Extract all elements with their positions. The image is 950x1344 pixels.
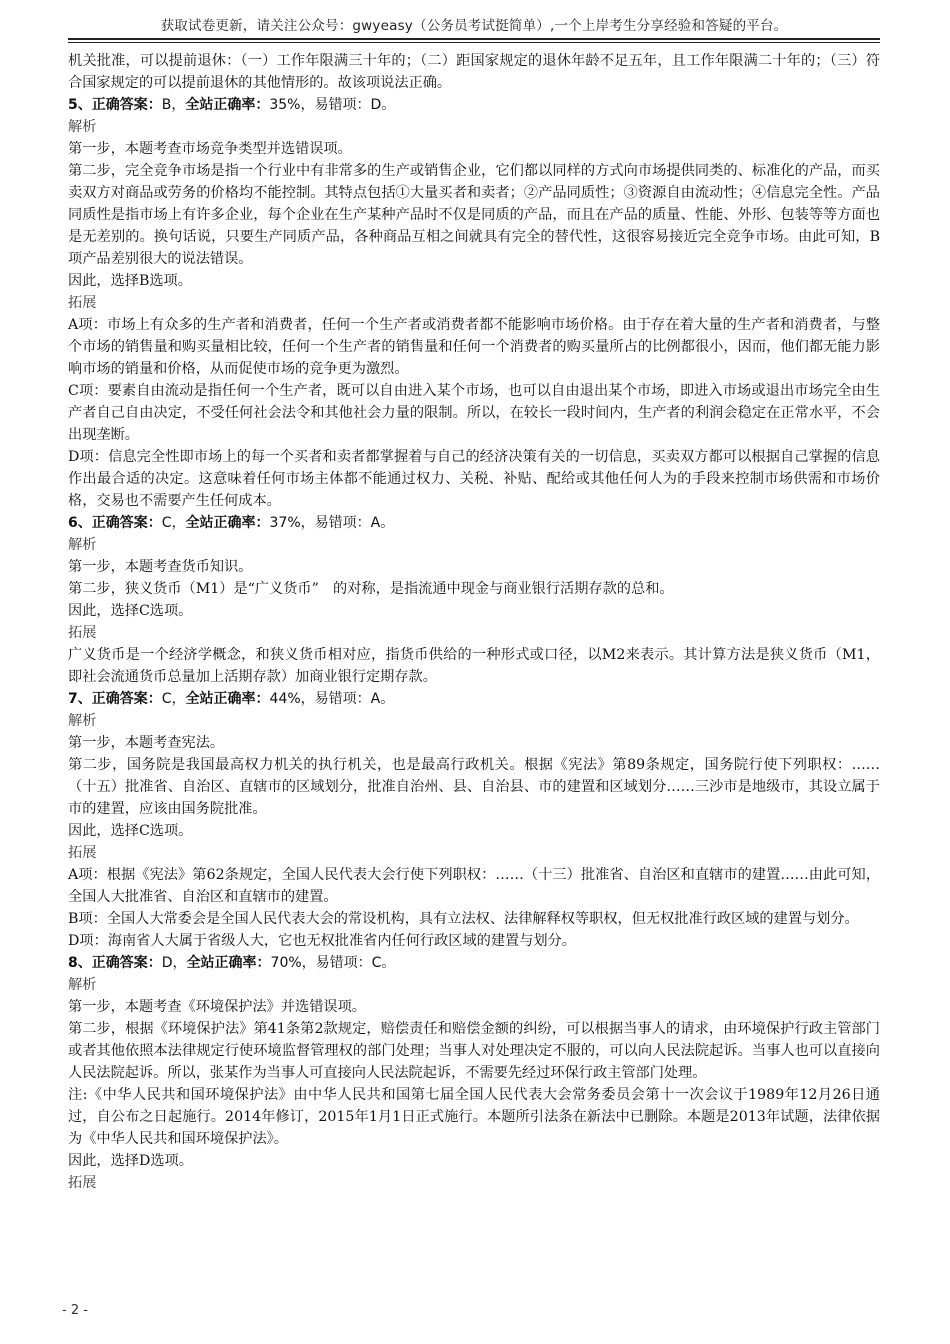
answer-line: [68, 952, 880, 974]
page-number: - 2 -: [62, 1303, 88, 1318]
analysis-label: 解析: [68, 537, 97, 553]
rate-label: 全站正确率：: [185, 691, 270, 707]
extension-paragraph: D项：海南省人大属于省级人大，它也无权批准省内任何行政区域的建置与划分。: [68, 933, 576, 949]
answer-label: 、正确答案：: [77, 955, 162, 971]
header-rule-thin: [68, 42, 880, 43]
extension-paragraph: A项：市场上有众多的生产者和消费者，任何一个生产者或消费者都不能影响市场价格。由于存在着大量的生产者和消费者，与整个市场的销售量和购买量相比较，任何一个生产者的销售量和任何一个消费者的购买量所占的比例都很小，因而，他们都无能力影响市场的销量和价格，从而促使市场的竞争更为激烈。: [68, 317, 880, 377]
answer-label: 、正确答案：: [77, 97, 162, 113]
analysis-paragraph: 第一步，本题考查《环境保护法》并选错误项。: [68, 999, 366, 1015]
question-list: [68, 94, 880, 1194]
question-block: [68, 94, 880, 512]
analysis-label: 解析: [68, 977, 97, 993]
analysis-paragraph: 因此，选择C选项。: [68, 823, 193, 839]
analysis-paragraph: 第一步，本题考查宪法。: [68, 735, 225, 751]
answer-line: [68, 688, 880, 710]
analysis-paragraph: 第二步，根据《环境保护法》第41条第2款规定，赔偿责任和赔偿金额的纠纷，可以根据当事人的请求，由环境保护行政主管部门或者其他依照本法律规定行使环境监督管理权的部门处理；当事人对处理决定不服的，可以向人民法院起诉。当事人也可以直接向人民法院起诉。所以，张某作为当事人可直接向人民法院起诉，不需要先经过环保行政主管部门处理。: [68, 1021, 880, 1081]
question-number: 6: [68, 515, 78, 531]
rate-value: 37%，易错项：A。: [269, 515, 395, 531]
analysis-paragraph: 注:《中华人民共和国环境保护法》由中华人民共和国第七届全国人民代表大会常务委员会第十一次会议于1989年12月26日通过，自公布之日起施行。2014年修订，2015年1月1日正式施行。本题所引法条在新法中已删除。本题是2013年试题，法律依据为《中华人民共和国环境保护法》。: [68, 1087, 880, 1147]
extension-paragraph: B项：全国人大常委会是全国人民代表大会的常设机构，具有立法权、法律解释权等职权，但无权批准行政区域的建置与划分。: [68, 911, 859, 927]
extension-paragraph: 广义货币是一个经济学概念，和狭义货币相对应，指货币供给的一种形式或口径，以M2来表示。其计算方法是狭义货币（M1，即社会流通货币总量加上活期存款）加商业银行定期存款。: [68, 647, 880, 685]
question-block: [68, 688, 880, 952]
header-rule-thick: [68, 38, 880, 40]
extension-paragraph: A项：根据《宪法》第62条规定，全国人民代表大会行使下列职权：……（十三）批准省、自治区和直辖市的建置……由此可知，全国人大批准省、自治区和直辖市的建置。: [68, 867, 880, 905]
extension-label: 拓展: [68, 845, 97, 861]
question-block: [68, 512, 880, 688]
analysis-paragraph: 因此，选择D选项。: [68, 1153, 193, 1169]
analysis-label: 解析: [68, 713, 97, 729]
analysis-label: 解析: [68, 119, 97, 135]
answer-label: 、正确答案：: [77, 515, 162, 531]
rate-value: 44%，易错项：A。: [269, 691, 395, 707]
rate-label: 全站正确率：: [185, 515, 270, 531]
analysis-paragraph: 第一步，本题考查货币知识。: [68, 559, 253, 575]
question-number: 5: [68, 97, 78, 113]
extension-paragraph: C项：要素自由流动是指任何一个生产者，既可以自由进入某个市场，也可以自由退出某个市场，即进入市场或退出市场完全由生产者自己自由决定，不受任何社会法令和其他社会力量的限制。所以，在较长一段时间内，生产者的利润会稳定在正常水平，不会出现垄断。: [68, 383, 880, 443]
answer-value: B，: [161, 97, 186, 113]
analysis-paragraph: 因此，选择C选项。: [68, 603, 193, 619]
extension-paragraph: D项：信息完全性即市场上的每一个买者和卖者都掌握着与自己的经济决策有关的一切信息，买卖双方都可以根据自己掌握的信息作出最合适的决定。这意味着任何市场主体都不能通过权力、关税、补贴、配给或其他任何人为的手段来控制市场供需和市场价格，交易也不需要产生任何成本。: [68, 449, 880, 509]
analysis-paragraph: 第一步，本题考查市场竞争类型并选错误项。: [68, 141, 352, 157]
question-number: 7: [68, 691, 78, 707]
rate-label: 全站正确率：: [186, 955, 271, 971]
answer-value: C，: [161, 515, 186, 531]
rate-label: 全站正确率：: [185, 97, 270, 113]
extension-label: 拓展: [68, 1175, 97, 1191]
analysis-paragraph: 第二步，狭义货币（M1）是“广义货币” 的对称，是指流通中现金与商业银行活期存款的总和。: [68, 581, 674, 597]
document-body: [68, 50, 880, 1194]
question-number: 8: [68, 955, 78, 971]
page-header: 获取试卷更新，请关注公众号：gwyeasy（公务员考试挺简单）,一个上岸考生分享经验和答疑的平台。: [160, 18, 788, 34]
rate-value: 70%，易错项：C。: [270, 955, 396, 971]
analysis-paragraph: 第二步，国务院是我国最高权力机关的执行机关，也是最高行政机关。根据《宪法》第89条规定，国务院行使下列职权：……（十五）批准省、自治区、直辖市的区域划分，批准自治州、县、自治县、市的建置和区域划分……三沙市是地级市，其设立属于市的建置，应该由国务院批准。: [68, 757, 880, 817]
extension-label: 拓展: [68, 295, 97, 311]
answer-line: [68, 94, 880, 116]
rate-value: 35%，易错项：D。: [269, 97, 396, 113]
extension-label: 拓展: [68, 625, 97, 641]
answer-value: D，: [161, 955, 187, 971]
answer-line: [68, 512, 880, 534]
answer-label: 、正确答案：: [77, 691, 162, 707]
analysis-paragraph: 第二步，完全竞争市场是指一个行业中有非常多的生产或销售企业，它们都以同样的方式向市场提供同类的、标准化的产品，而买卖双方对商品或劳务的价格均不能控制。其特点包括①大量买者和卖者；②产品同质性；③资源自由流动性；④信息完全性。产品同质性是指市场上有许多企业，每个企业在生产某种产品时不仅是同质的产品，而且在产品的质量、性能、外形、包装等等方面也是无差别的。换句话说，只要生产同质产品，各种商品互相之间就具有完全的替代性，这很容易接近完全竞争市场。由此可知，B项产品差别很大的说法错误。: [68, 163, 880, 267]
answer-value: C，: [161, 691, 186, 707]
intro-paragraph: 机关批准，可以提前退休：（一）工作年限满三十年的；（二）距国家规定的退休年龄不足五年，且工作年限满二十年的；（三）符合国家规定的可以提前退休的其他情形的。故该项说法正确。: [68, 53, 880, 91]
question-block: [68, 952, 880, 1194]
analysis-paragraph: 因此，选择B选项。: [68, 273, 192, 289]
